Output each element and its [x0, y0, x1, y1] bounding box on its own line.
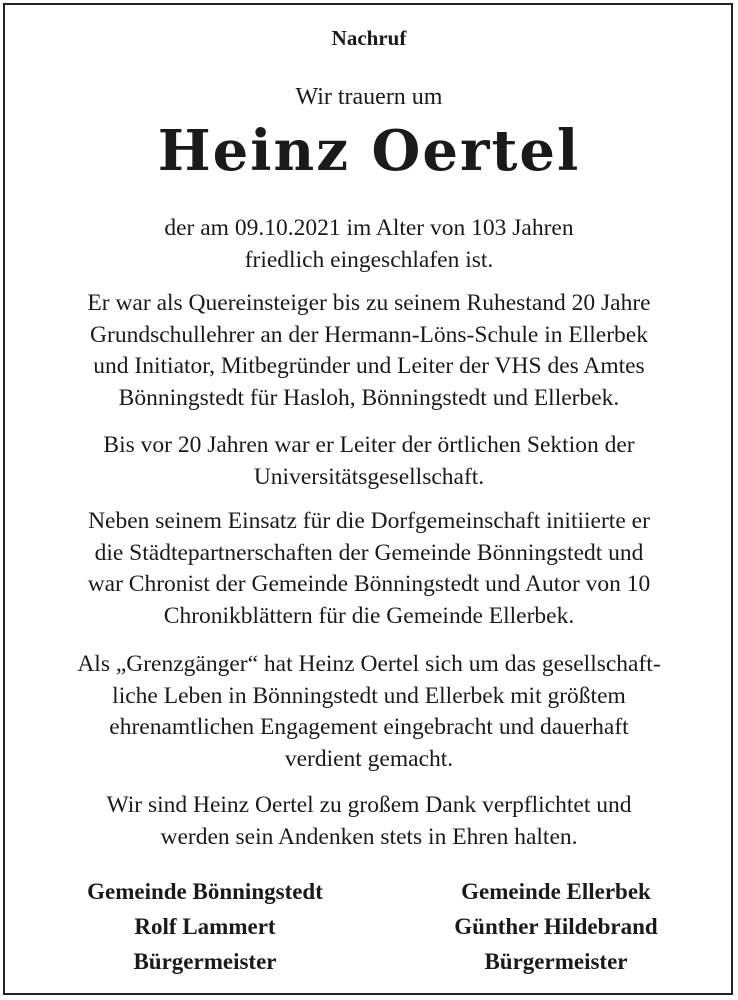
- text-line: Als „Grenzgänger“ hat Heinz Oertel sich um das gesellschaft-: [77, 651, 661, 677]
- text-line: friedlich eingeschlafen ist.: [244, 246, 494, 273]
- paragraph-gratitude: [20, 790, 718, 853]
- text-line: die Städtepartnerschaften der Gemeinde Bönningstedt und: [94, 539, 644, 566]
- signature-person: Günther Hildebrand: [454, 914, 658, 939]
- text-line: Er war als Quereinsteiger bis zu seinem Ruhestand 20 Jahre: [87, 290, 651, 316]
- signature-ellerbek: [391, 874, 721, 979]
- signature-person: Rolf Lammert: [134, 914, 276, 939]
- text-line: ehrenamtlichen Engagement eingebracht und dauerhaft: [109, 714, 629, 740]
- text-line: liche Leben in Bönningstedt und Ellerbek mit größtem: [112, 682, 626, 709]
- text-line: und Initiator, Mitbegründer und Leiter der VHS des Amtes: [93, 353, 645, 379]
- signature-org: Gemeinde Bönningstedt: [87, 879, 323, 904]
- text-line: Wir sind Heinz Oertel zu großem Dank verpflichtet und: [106, 792, 632, 818]
- text-line: Neben seinem Einsatz für die Dorfgemeinschaft initiierte er: [88, 508, 650, 534]
- signature-title: Bürgermeister: [133, 949, 277, 974]
- text-line: Bis vor 20 Jahren war er Leiter der örtlichen Sektion der: [103, 432, 635, 458]
- paragraph-university: [20, 430, 718, 493]
- text-line: Universitätsgesellschaft.: [253, 463, 485, 490]
- signature-org: Gemeinde Ellerbek: [461, 879, 651, 904]
- signature-boenningstedt: [40, 874, 370, 979]
- paragraph-death-date: [20, 213, 718, 276]
- signature-title: Bürgermeister: [484, 949, 628, 974]
- text-line: Chronikblättern für die Gemeinde Ellerbek.: [163, 602, 575, 629]
- text-line: Grundschullehrer an der Hermann-Löns-Schule in Ellerbek: [90, 321, 648, 348]
- paragraph-community: [20, 506, 718, 632]
- paragraph-engagement: [20, 649, 718, 775]
- deceased-name: Heinz Oertel: [157, 118, 581, 184]
- notice-intro: Wir trauern um: [295, 84, 443, 110]
- notice-heading: Nachruf: [331, 26, 407, 50]
- text-line: war Chronist der Gemeinde Bönningstedt und Autor von 10: [87, 571, 651, 597]
- text-line: werden sein Andenken stets in Ehren halten.: [160, 823, 578, 850]
- text-line: Bönningstedt für Hasloh, Bönningstedt und Ellerbek.: [118, 384, 620, 411]
- text-line: verdient gemacht.: [284, 745, 454, 772]
- paragraph-career: [20, 288, 718, 414]
- text-line: der am 09.10.2021 im Alter von 103 Jahren: [164, 215, 574, 241]
